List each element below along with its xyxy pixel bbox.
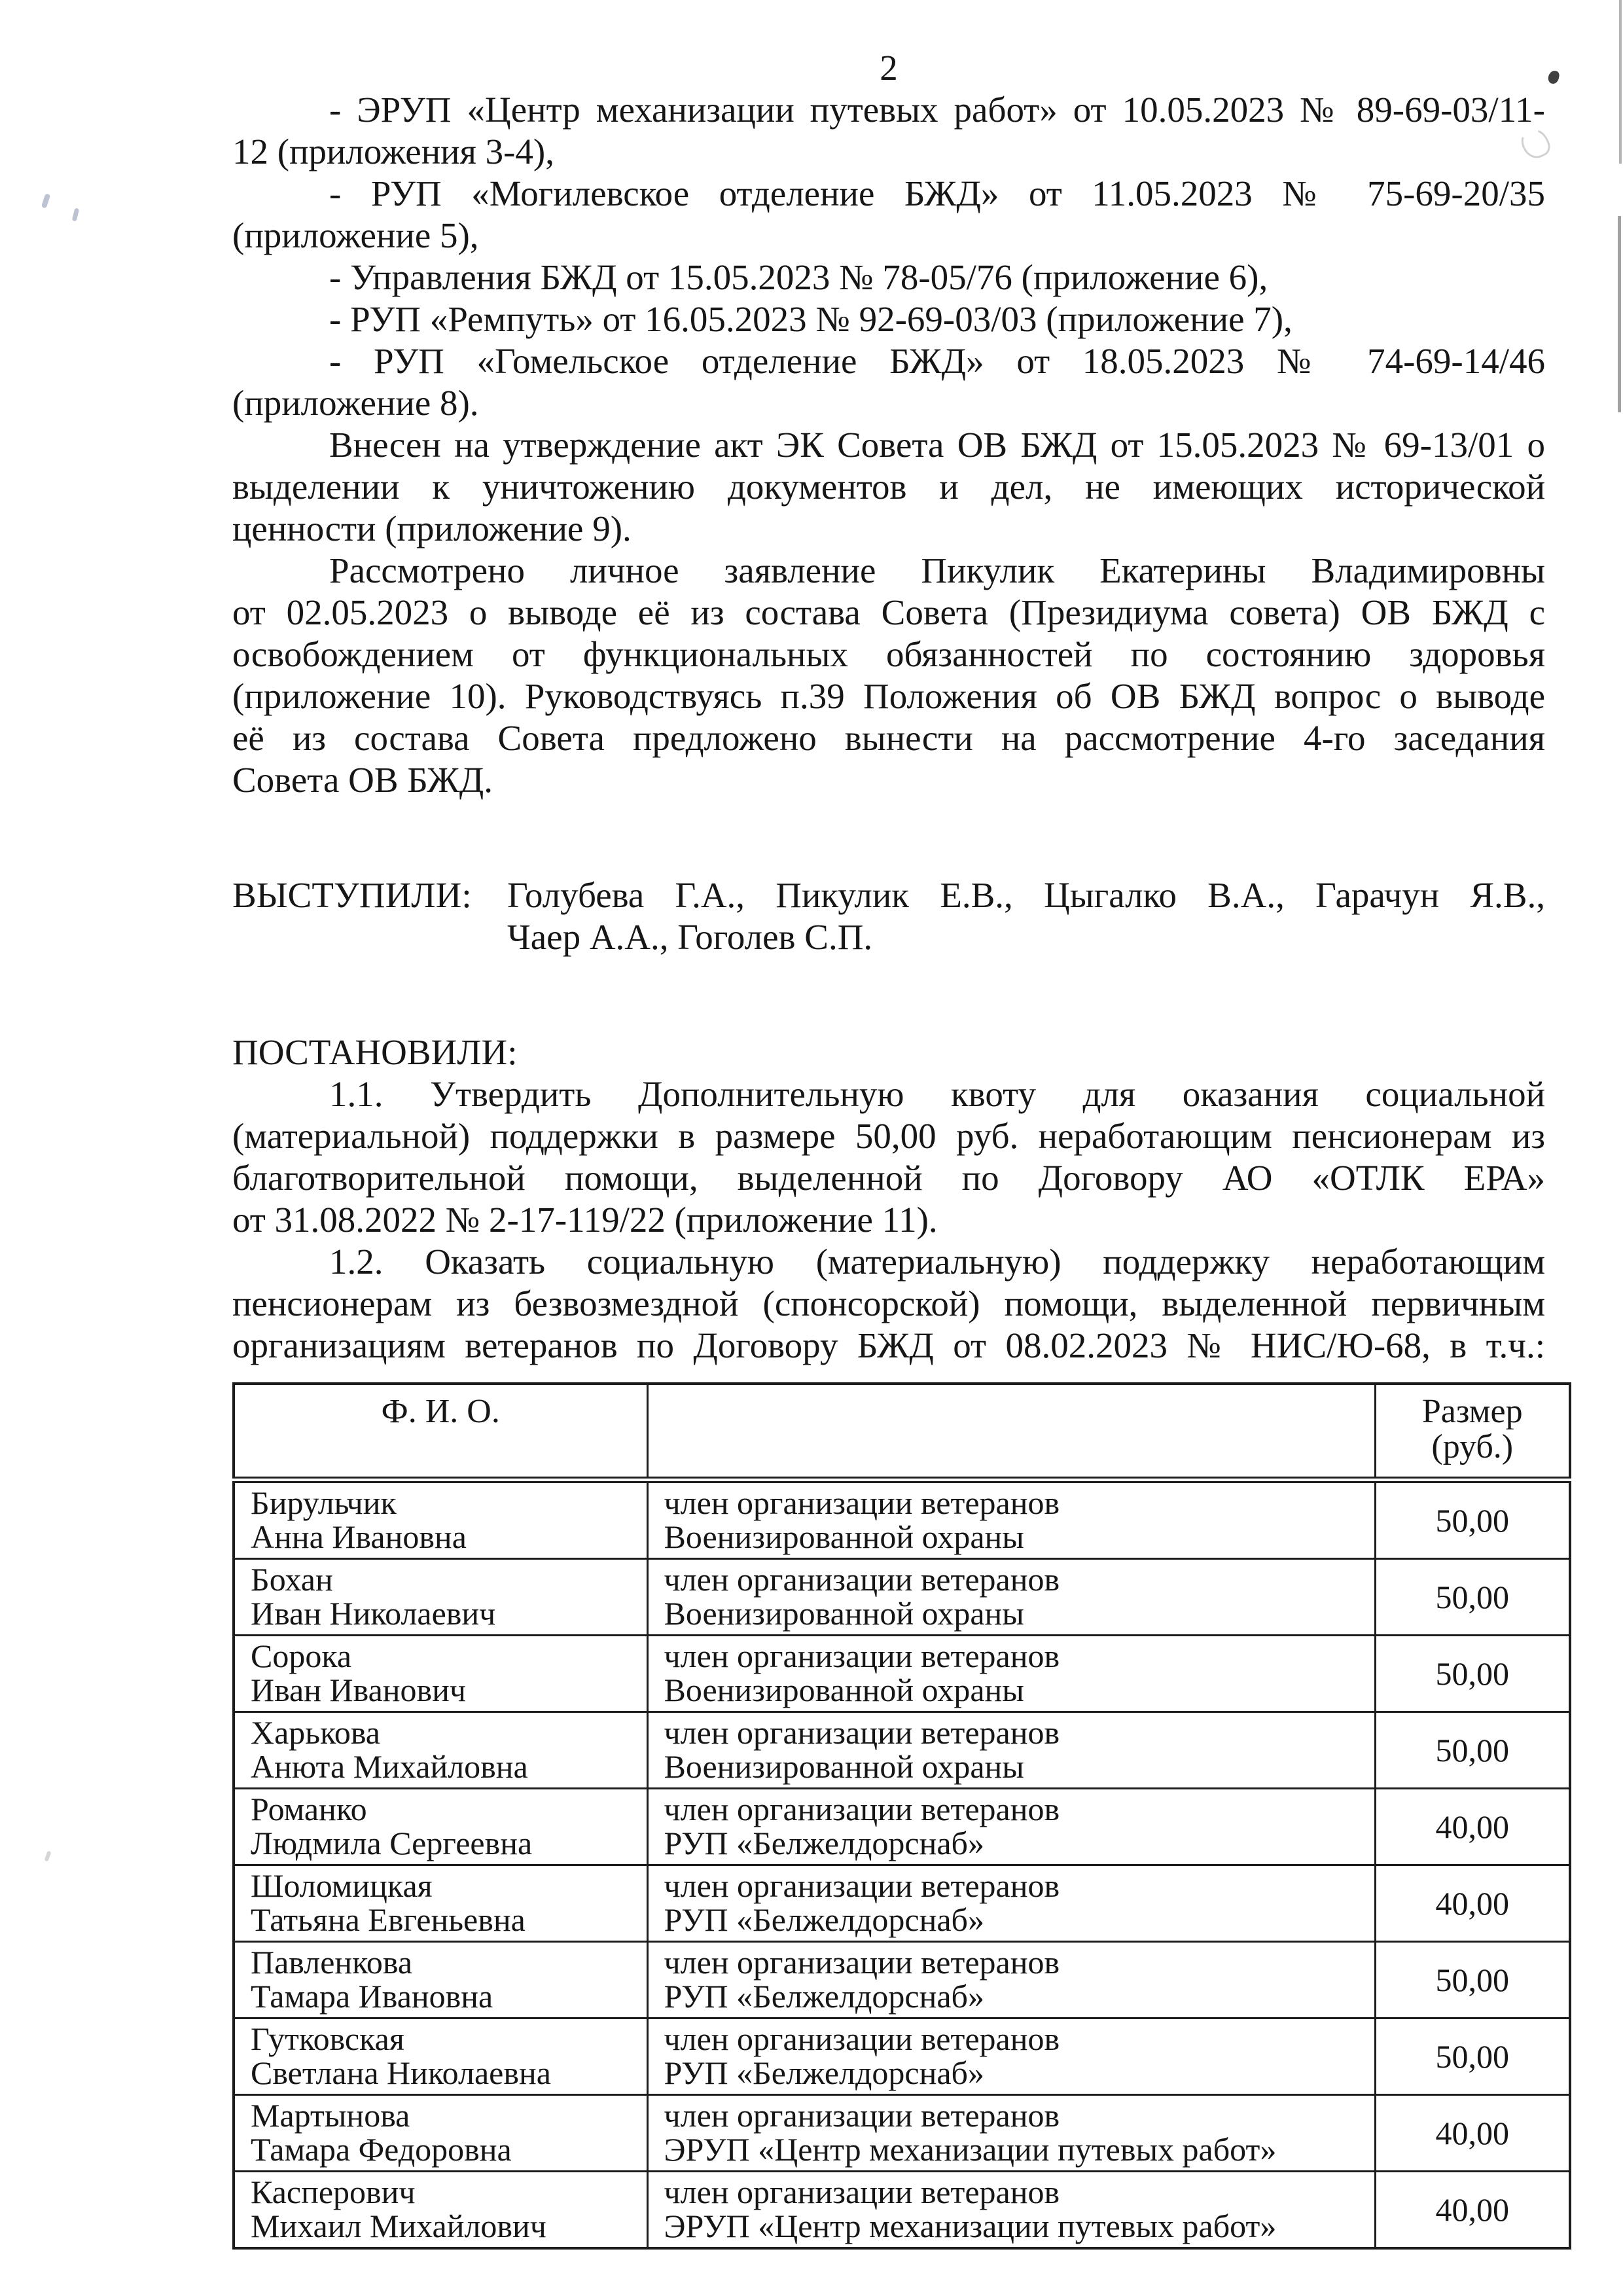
paragraph (232, 1073, 1545, 1241)
fio-cell (234, 2018, 647, 2095)
paragraph-line: от 31.08.2022 № 2-17-119/22 (приложение 11). (232, 1200, 938, 1240)
amount-header-line: (руб.) (1431, 1428, 1514, 1465)
scan-artifact (44, 1850, 51, 1861)
fio-line: Харькова (251, 1714, 380, 1751)
speakers-label: ВЫСТУПИЛИ: (232, 875, 472, 915)
paragraph-line: ценности (приложение 9). (232, 509, 632, 548)
table-header-row (234, 1384, 1570, 1480)
paragraph-line: Рассмотрено личное заявление Пикулик Екатерины Владимировны (329, 550, 1545, 590)
fio-line: Татьяна Евгеньевна (251, 1901, 526, 1938)
fio-line: Бохан (251, 1561, 333, 1598)
amount-cell: 50,00 (1375, 1480, 1570, 1559)
membership-line: член организации ветеранов (664, 1791, 1060, 1827)
fio-line: Тамара Ивановна (251, 1978, 493, 2015)
membership-line: Военизированной охраны (664, 1672, 1024, 1708)
fio-line: Анна Ивановна (251, 1518, 467, 1555)
paragraph (232, 424, 1545, 550)
membership-line: ЭРУП «Центр механизации путевых работ» (664, 2131, 1277, 2168)
paragraph-line: пенсионерам из безвозмездной (спонсорской) помощи, выделенной первичным (232, 1283, 1545, 1323)
membership-line: член организации ветеранов (664, 2020, 1060, 2057)
page-content (232, 0, 1545, 2250)
paragraph-line: выделении к уничтожению документов и дел, не имеющих исторической (232, 467, 1545, 507)
fio-line: Иван Николаевич (251, 1595, 496, 1632)
membership-line: Военизированной охраны (664, 1595, 1024, 1632)
fio-cell (234, 2095, 647, 2172)
amount-cell: 50,00 (1375, 2018, 1570, 2095)
amount-cell: 40,00 (1375, 1789, 1570, 1865)
table-row (234, 1712, 1570, 1789)
paragraph-line: от 02.05.2023 о выводе её из состава Совета (Президиума совета) ОВ БЖД с (232, 592, 1545, 632)
membership-cell (647, 1865, 1375, 1942)
paragraph-line: 12 (приложения 3-4), (232, 132, 554, 171)
membership-cell (647, 1712, 1375, 1789)
membership-line: Военизированной охраны (664, 1748, 1024, 1785)
fio-cell (234, 1942, 647, 2018)
membership-line: член организации ветеранов (664, 2174, 1060, 2210)
support-table (232, 1382, 1571, 2250)
fio-line: Анюта Михайловна (251, 1748, 528, 1785)
resolution-paragraphs (232, 1073, 1545, 1367)
paragraph (232, 1241, 1545, 1367)
fio-line: Иван Иванович (251, 1672, 467, 1708)
membership-cell (647, 1636, 1375, 1712)
fio-line: Тамара Федоровна (251, 2131, 512, 2168)
membership-cell (647, 1480, 1375, 1559)
paragraph (232, 340, 1545, 424)
membership-line: член организации ветеранов (664, 2097, 1060, 2134)
paragraph-line: - РУП «Гомельское отделение БЖД» от 18.05.2023 № 74-69-14/46 (329, 341, 1545, 381)
membership-line: член организации ветеранов (664, 1944, 1060, 1981)
fio-line: Шоломицкая (251, 1867, 433, 1904)
scan-artifact (41, 193, 50, 208)
membership-line: член организации ветеранов (664, 1714, 1060, 1751)
paragraph (232, 550, 1545, 801)
table-row (234, 2172, 1570, 2249)
fio-cell (234, 1480, 647, 1559)
paragraph-line: 1.2. Оказать социальную (материальную) поддержку неработающим (329, 1242, 1545, 1282)
paragraph-line: (приложение 5), (232, 215, 479, 255)
paragraph (232, 89, 1545, 173)
amount-cell: 50,00 (1375, 1636, 1570, 1712)
fio-line: Михаил Михайлович (251, 2208, 546, 2244)
scan-artifact (1619, 0, 1622, 164)
paragraph-line: 1.1. Утвердить Дополнительную квоту для оказания социальной (329, 1074, 1545, 1114)
fio-line: Касперович (251, 2174, 416, 2210)
amount-cell: 50,00 (1375, 1559, 1570, 1636)
scan-artifact (72, 207, 80, 221)
amount-cell: 40,00 (1375, 2172, 1570, 2249)
fio-line: Гутковская (251, 2020, 404, 2057)
paragraph-line: благотворительной помощи, выделенной по Договору АО «ОТЛК ЕРА» (232, 1158, 1545, 1198)
fio-line: Бирульчик (251, 1484, 397, 1521)
paragraph-line: (приложение 8). (232, 383, 479, 423)
paragraph-line: - Управления БЖД от 15.05.2023 № 78-05/76 (приложение 6), (329, 257, 1268, 297)
table-body (234, 1480, 1570, 2248)
fio-line: Людмила Сергеевна (251, 1825, 533, 1861)
amount-header-line: Размер (1421, 1393, 1523, 1430)
fio-line: Павленкова (251, 1944, 413, 1981)
membership-cell (647, 2018, 1375, 2095)
fio-cell (234, 1865, 647, 1942)
membership-line: ЭРУП «Центр механизации путевых работ» (664, 2208, 1277, 2244)
fio-cell (234, 2172, 647, 2249)
membership-line: член организации ветеранов (664, 1867, 1060, 1904)
fio-line: Романко (251, 1791, 367, 1827)
membership-cell (647, 2172, 1375, 2249)
paragraph (232, 173, 1545, 257)
table-row (234, 1480, 1570, 1559)
resolution-label: ПОСТАНОВИЛИ: (232, 1032, 518, 1072)
paragraph-line: - РУП «Ремпуть» от 16.05.2023 № 92-69-03/03 (приложение 7), (329, 299, 1293, 339)
table-row (234, 1636, 1570, 1712)
table-row (234, 1789, 1570, 1865)
membership-cell (647, 1942, 1375, 2018)
paragraph-line: - ЭРУП «Центр механизации путевых работ» от 10.05.2023 № 89-69-03/11- (329, 90, 1545, 130)
table-row (234, 2018, 1570, 2095)
paragraph-line: (приложение 10). Руководствуясь п.39 Положения об ОВ БЖД вопрос о выводе (232, 676, 1545, 716)
membership-line: член организации ветеранов (664, 1638, 1060, 1674)
membership-cell (647, 2095, 1375, 2172)
table-row (234, 1942, 1570, 2018)
amount-cell: 40,00 (1375, 2095, 1570, 2172)
membership-line: РУП «Белжелдорснаб» (664, 1978, 984, 2015)
speakers-section (232, 874, 1545, 958)
amount-cell: 40,00 (1375, 1865, 1570, 1942)
fio-line: Сорока (251, 1638, 352, 1674)
paragraph-line: организациям ветеранов по Договору БЖД от 08.02.2023 № НИС/Ю-68, в т.ч.: (232, 1325, 1545, 1365)
fio-line: Мартынова (251, 2097, 410, 2134)
paragraph-line: её из состава Совета предложено вынести на рассмотрение 4-го заседания (232, 718, 1545, 758)
membership-header-cell (647, 1384, 1375, 1480)
speakers-names (507, 874, 1545, 958)
scan-artifact (1618, 216, 1621, 412)
paragraph (232, 257, 1545, 298)
amount-cell: 50,00 (1375, 1942, 1570, 2018)
speakers-names-line: Чаер А.А., Гоголев С.П. (507, 917, 873, 957)
page-number: 2 (880, 48, 898, 88)
fio-cell (234, 1636, 647, 1712)
paragraph-line: Совета ОВ БЖД. (232, 760, 493, 800)
membership-line: РУП «Белжелдорснаб» (664, 1901, 984, 1938)
membership-line: РУП «Белжелдорснаб» (664, 1825, 984, 1861)
table-row (234, 1865, 1570, 1942)
speakers-names-line: Голубева Г.А., Пикулик Е.В., Цыгалко В.А., Гарачун Я.В., (507, 875, 1545, 915)
fio-line: Светлана Николаевна (251, 2054, 551, 2091)
paragraph-line: освобождением от функциональных обязанностей по состоянию здоровья (232, 634, 1545, 674)
membership-cell (647, 1789, 1375, 1865)
fio-header-cell: Ф. И. О. (234, 1384, 647, 1480)
scan-artifact (1547, 70, 1560, 85)
paragraph-line: - РУП «Могилевское отделение БЖД» от 11.05.2023 № 75-69-20/35 (329, 173, 1545, 213)
paragraph-line: (материальной) поддержки в размере 50,00 руб. неработающим пенсионерам из (232, 1116, 1545, 1156)
fio-cell (234, 1789, 647, 1865)
paragraph (232, 298, 1545, 340)
amount-cell: 50,00 (1375, 1712, 1570, 1789)
table-row (234, 1559, 1570, 1636)
fio-cell (234, 1712, 647, 1789)
membership-line: РУП «Белжелдорснаб» (664, 2054, 984, 2091)
fio-cell (234, 1559, 647, 1636)
membership-line: член организации ветеранов (664, 1561, 1060, 1598)
amount-header-cell (1375, 1384, 1570, 1480)
membership-cell (647, 1559, 1375, 1636)
table-row (234, 2095, 1570, 2172)
paragraph-line: Внесен на утверждение акт ЭК Совета ОВ БЖД от 15.05.2023 № 69-13/01 о (329, 425, 1545, 465)
body-paragraphs (232, 89, 1545, 801)
membership-line: член организации ветеранов (664, 1484, 1060, 1521)
membership-line: Военизированной охраны (664, 1518, 1024, 1555)
